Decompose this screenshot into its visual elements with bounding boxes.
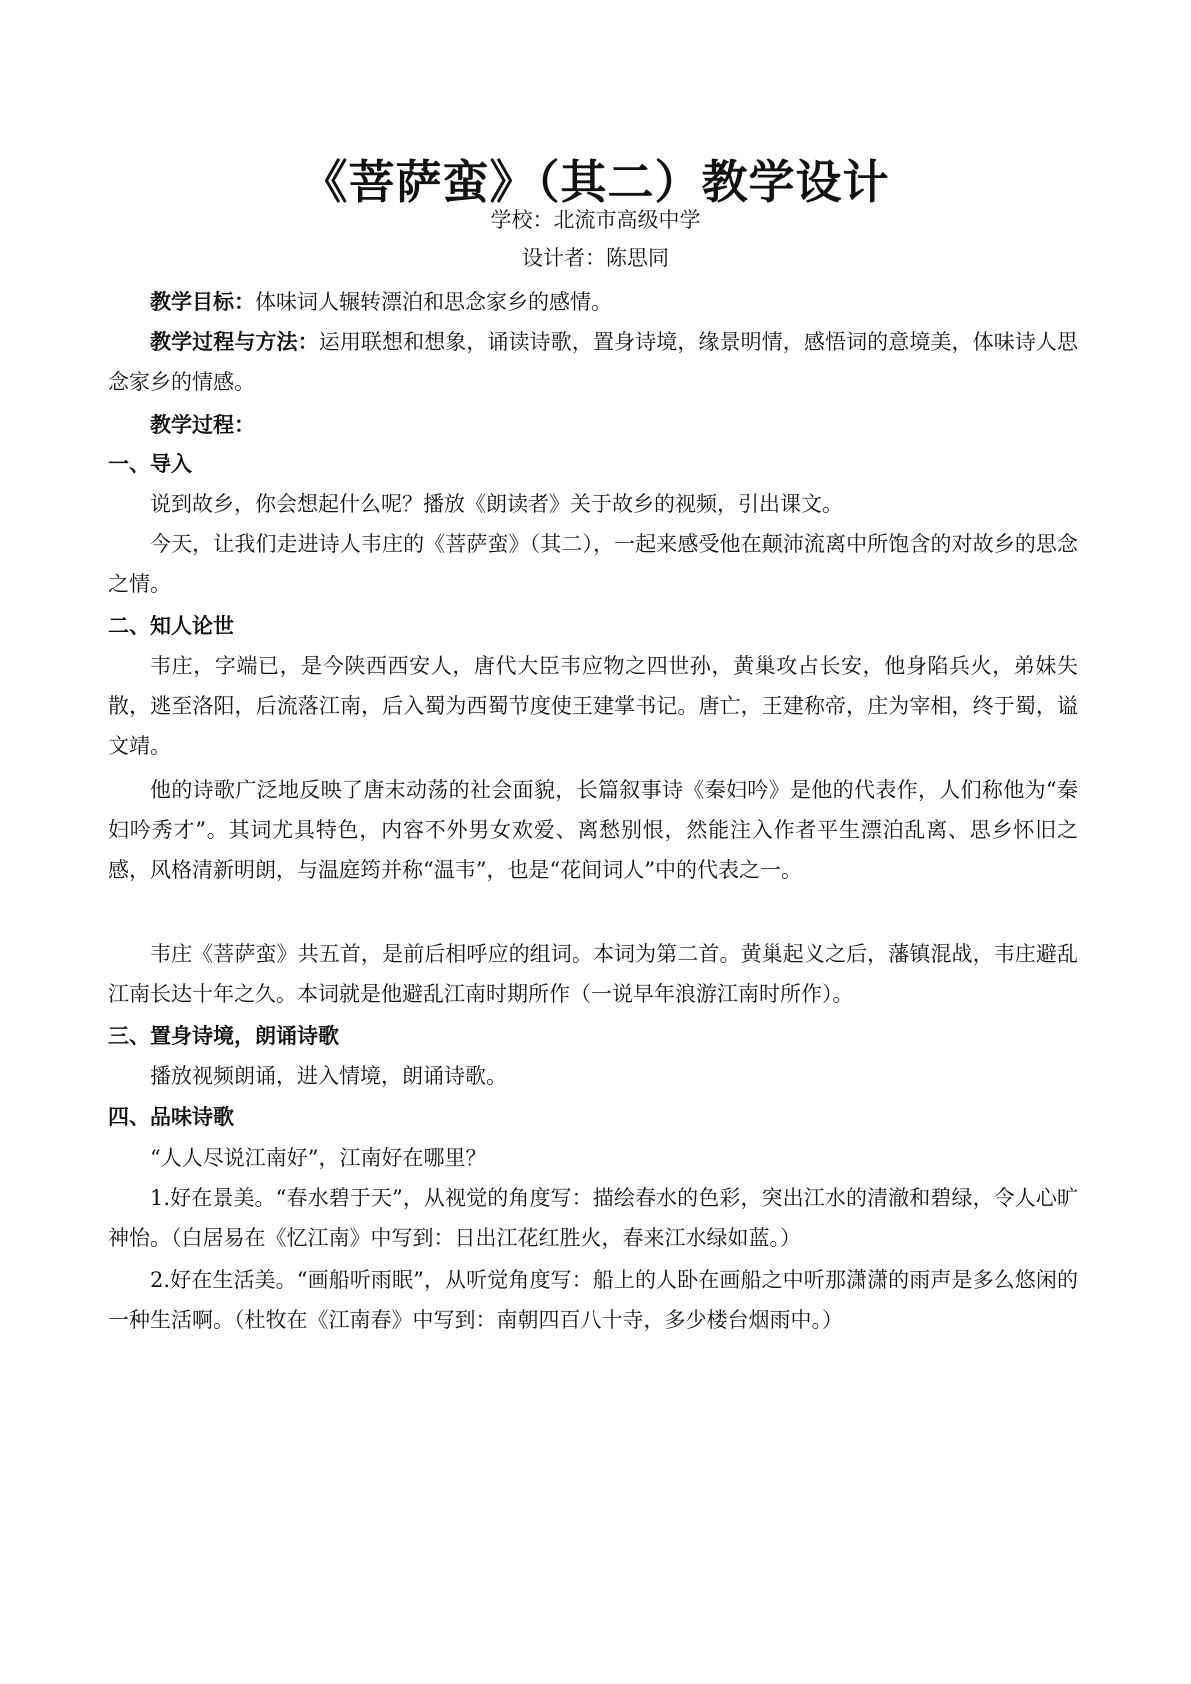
teaching-goal-text: 体味词人辗转漂泊和思念家乡的感情。 xyxy=(255,290,612,314)
section-heading-recite: 三、置身诗境，朗诵诗歌 xyxy=(108,1023,339,1048)
school-line: 学校：北流市高级中学 xyxy=(490,208,701,232)
teaching-process xyxy=(108,405,1078,445)
section-heading-author: 二、知人论世 xyxy=(108,613,234,638)
teaching-process-label: 教学过程： xyxy=(150,412,255,437)
savor-paragraph-2: 1.好在景美。“春水碧于天”，从视觉的角度写：描绘春水的色彩，突出江水的清澈和碧绿，令人心旷神怡。（白居易在《忆江南》中写到：日出江花红胜火，春来江水绿如蓝。） xyxy=(108,1186,1078,1250)
savor-paragraph-3: 2.好在生活美。“画船听雨眠”，从听觉角度写：船上的人卧在画船之中听那潇潇的雨声是多么悠闲的一种生活啊。（杜牧在《江南春》中写到：南朝四百八十寺，多少楼台烟雨中。） xyxy=(108,1268,1078,1332)
author-paragraph-3: 韦庄《菩萨蛮》共五首，是前后相呼应的组词。本词为第二首。黄巢起义之后，藩镇混战，韦庄避乱江南长达十年之久。本词就是他避乱江南时期所作（一说早年浪游江南时所作）。 xyxy=(108,942,1078,1006)
intro-paragraph-2: 今天，让我们走进诗人韦庄的《菩萨蛮》（其二），一起来感受他在颠沛流离中所饱含的对故乡的思念之情。 xyxy=(108,532,1078,596)
teaching-method xyxy=(108,322,1078,402)
document-title: 《菩萨蛮》（其二）教学设计 xyxy=(301,155,890,209)
teaching-method-text: 运用联想和想象，诵读诗歌，置身诗境，缘景明情，感悟词的意境美，体味诗人思念家乡的情感。 xyxy=(108,330,1079,394)
savor-paragraph-1: “人人尽说江南好”，江南好在哪里？ xyxy=(150,1146,487,1170)
teaching-goal-label: 教学目标： xyxy=(150,289,255,314)
recite-paragraph-1: 播放视频朗诵，进入情境，朗诵诗歌。 xyxy=(150,1064,507,1088)
section-heading-intro: 一、导入 xyxy=(108,451,192,476)
designer-line: 设计者：陈思同 xyxy=(522,246,669,270)
teaching-goal xyxy=(108,282,1078,322)
intro-paragraph-1: 说到故乡，你会想起什么呢？播放《朗读者》关于故乡的视频，引出课文。 xyxy=(150,492,843,516)
teaching-method-label: 教学过程与方法： xyxy=(150,329,319,354)
author-paragraph-2: 他的诗歌广泛地反映了唐末动荡的社会面貌，长篇叙事诗《秦妇吟》是他的代表作，人们称他为“秦妇吟秀才”。其词尤具特色，内容不外男女欢爱、离愁别恨，然能注入作者平生漂泊乱离、思乡怀旧之感，风格清新明朗，与温庭筠并称“温韦”，也是“花间词人”中的代表之一。 xyxy=(108,778,1078,882)
author-paragraph-1: 韦庄，字端已，是今陕西西安人，唐代大臣韦应物之四世孙，黄巢攻占长安，他身陷兵火，弟妹失散，逃至洛阳，后流落江南，后入蜀为西蜀节度使王建掌书记。唐亡，王建称帝，庄为宰相，终于蜀，谥文靖。 xyxy=(108,654,1078,758)
section-heading-savor: 四、品味诗歌 xyxy=(108,1104,234,1129)
